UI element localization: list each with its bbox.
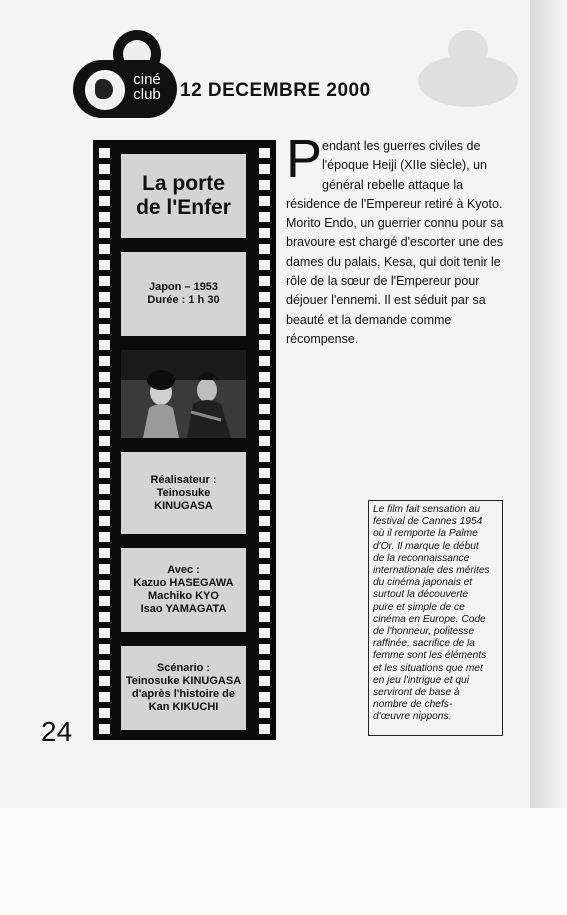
film-title-frame bbox=[121, 154, 246, 238]
cine-club-logo bbox=[73, 30, 173, 120]
director-frame bbox=[121, 452, 246, 534]
sidebar-line: serviront de base à bbox=[373, 687, 460, 699]
sidebar-note-box bbox=[368, 500, 503, 736]
film-country-year: Japon – 1953 bbox=[148, 281, 219, 293]
screenplay-line: Teinosuke KINUGASA bbox=[125, 675, 242, 687]
sprocket-hole bbox=[99, 500, 110, 510]
sprocket-hole bbox=[259, 148, 270, 158]
sprocket-hole bbox=[259, 644, 270, 654]
sprocket-hole bbox=[99, 612, 110, 622]
cast-member: Kazuo HASEGAWA bbox=[133, 577, 234, 589]
sprocket-hole bbox=[99, 724, 110, 734]
sprocket-hole bbox=[259, 212, 270, 222]
sprocket-hole bbox=[99, 324, 110, 334]
article-body bbox=[286, 137, 504, 349]
article-line: dames du palais, Kesa, qui doit tenir le bbox=[286, 254, 501, 269]
cast-member: Isao YAMAGATA bbox=[140, 603, 227, 615]
sprocket-hole bbox=[259, 628, 270, 638]
sprocket-hole bbox=[99, 228, 110, 238]
film-still-photo bbox=[121, 350, 246, 438]
director-last-name: KINUGASA bbox=[154, 499, 213, 512]
film-info-frame bbox=[121, 252, 246, 336]
sprocket-hole bbox=[99, 532, 110, 542]
article-line: rôle de la sœur de l'Empereur pour bbox=[286, 274, 480, 289]
sprocket-hole bbox=[259, 708, 270, 718]
sprocket-hole bbox=[259, 436, 270, 446]
sprocket-hole bbox=[259, 228, 270, 238]
sprocket-hole bbox=[259, 308, 270, 318]
sprocket-hole bbox=[99, 388, 110, 398]
page-number: 24 bbox=[41, 716, 73, 747]
sprocket-hole bbox=[99, 628, 110, 638]
sprocket-hole bbox=[99, 596, 110, 606]
sprocket-hole bbox=[99, 660, 110, 670]
sprocket-hole bbox=[259, 724, 270, 734]
sidebar-line: Le film fait sensation au bbox=[373, 504, 481, 515]
sprocket-hole bbox=[99, 644, 110, 654]
sprocket-hole bbox=[99, 516, 110, 526]
screenplay-line: Kan KIKUCHI bbox=[148, 701, 219, 713]
page-edge-shadow bbox=[530, 0, 567, 808]
film-duration: Durée : 1 h 30 bbox=[147, 294, 220, 306]
sprocket-hole bbox=[259, 196, 270, 206]
sprocket-hole bbox=[259, 452, 270, 462]
article-line: beauté et la demande comme bbox=[286, 312, 452, 327]
sidebar-line: raffinée, sacrifice de la bbox=[373, 638, 475, 650]
article-line: endant les guerres civiles de bbox=[322, 139, 481, 153]
sprocket-hole bbox=[99, 196, 110, 206]
sprocket-hole bbox=[259, 612, 270, 622]
sprocket-hole bbox=[259, 532, 270, 542]
sidebar-line: festival de Cannes 1954 bbox=[373, 516, 483, 528]
sprocket-hole bbox=[99, 580, 110, 590]
sidebar-line: où il remporte la Palme bbox=[373, 528, 478, 540]
article-line: résidence de l'Empereur retiré à Kyoto. bbox=[286, 196, 503, 211]
sprocket-hole bbox=[99, 276, 110, 286]
sprocket-hole bbox=[259, 372, 270, 382]
screenplay-line: d'après l'histoire de bbox=[131, 688, 236, 700]
film-strip bbox=[93, 140, 276, 740]
sprocket-hole bbox=[99, 436, 110, 446]
cast-member: Machiko KYO bbox=[148, 590, 219, 602]
sidebar-line: du cinéma japonais et bbox=[373, 577, 473, 589]
article-line: récompense. bbox=[286, 331, 359, 346]
sprocket-hole bbox=[259, 420, 270, 430]
sprocket-hole bbox=[259, 276, 270, 286]
logo-text-line2: club bbox=[133, 86, 161, 103]
sprocket-hole bbox=[259, 676, 270, 686]
article-line: déjouer l'ennemi. Il est séduit par sa bbox=[286, 293, 486, 308]
sprocket-hole bbox=[259, 324, 270, 334]
sprocket-hole bbox=[99, 692, 110, 702]
sidebar-line: et les situations que met bbox=[373, 662, 483, 674]
event-date: 12 DECEMBRE 2000 bbox=[180, 80, 371, 101]
globe-icon bbox=[85, 70, 125, 110]
director-first-name: Teinosuke bbox=[156, 486, 211, 499]
sidebar-line: cinéma en Europe. Code bbox=[373, 613, 486, 625]
sprocket-hole bbox=[259, 548, 270, 558]
scan-background bbox=[0, 808, 567, 915]
sprocket-hole bbox=[99, 372, 110, 382]
article-line: général rebelle attaque la bbox=[322, 177, 464, 192]
sprocket-hole bbox=[259, 596, 270, 606]
sprocket-hole bbox=[99, 148, 110, 158]
sprocket-hole bbox=[259, 500, 270, 510]
film-title-line2: de l'Enfer bbox=[136, 196, 231, 219]
sprocket-hole bbox=[259, 404, 270, 414]
sprocket-hole bbox=[259, 356, 270, 366]
sprocket-hole bbox=[99, 244, 110, 254]
sidebar-line: surtout la découverte bbox=[373, 589, 469, 601]
sprocket-hole bbox=[259, 580, 270, 590]
drop-cap: P bbox=[286, 129, 323, 189]
sprocket-hole bbox=[99, 180, 110, 190]
logo-text-line1: ciné bbox=[133, 71, 161, 88]
sprocket-hole bbox=[259, 340, 270, 350]
sprocket-hole bbox=[259, 564, 270, 574]
sidebar-line: femme sont les éléments bbox=[373, 650, 487, 662]
screenplay-label: Scénario : bbox=[156, 662, 211, 674]
sprocket-hole bbox=[259, 484, 270, 494]
cast-frame bbox=[121, 548, 246, 632]
sprocket-hole bbox=[259, 292, 270, 302]
sprocket-hole bbox=[99, 420, 110, 430]
cast-label: Avec : bbox=[167, 564, 200, 576]
sprocket-hole bbox=[99, 292, 110, 302]
sprocket-hole bbox=[99, 212, 110, 222]
sprocket-hole bbox=[259, 244, 270, 254]
sprocket-hole bbox=[259, 388, 270, 398]
sprocket-hole bbox=[99, 164, 110, 174]
sprocket-hole bbox=[99, 356, 110, 366]
logo-text bbox=[125, 72, 169, 102]
article-line: l'époque Heiji (XIIe siècle), un bbox=[322, 158, 487, 173]
sidebar-line: d'œuvre nippons. bbox=[373, 711, 452, 723]
article-line: bravoure est chargé d'escorter une des bbox=[286, 235, 504, 250]
sidebar-line: d'Or. Il marque le début bbox=[373, 540, 479, 552]
sidebar-line: pure et simple de ce bbox=[373, 601, 465, 613]
sprocket-hole bbox=[99, 564, 110, 574]
director-label: Réalisateur : bbox=[150, 473, 217, 486]
faded-logo-watermark bbox=[418, 30, 528, 110]
sprocket-hole bbox=[99, 676, 110, 686]
sprocket-hole bbox=[99, 468, 110, 478]
sprocket-hole bbox=[99, 548, 110, 558]
sidebar-line: nombre de chefs- bbox=[373, 699, 453, 711]
sprocket-hole bbox=[99, 484, 110, 494]
sprocket-hole bbox=[259, 660, 270, 670]
film-still-image bbox=[121, 350, 246, 438]
sprocket-hole bbox=[259, 468, 270, 478]
sprocket-hole bbox=[99, 404, 110, 414]
sprocket-hole bbox=[259, 180, 270, 190]
sprocket-hole bbox=[99, 708, 110, 718]
film-title-line1: La porte bbox=[142, 172, 225, 195]
sidebar-line: de l'honneur, politesse bbox=[373, 626, 475, 638]
sprocket-hole bbox=[99, 340, 110, 350]
screenplay-frame bbox=[121, 646, 246, 730]
sprocket-hole bbox=[99, 260, 110, 270]
sprocket-hole bbox=[99, 452, 110, 462]
sprocket-hole bbox=[259, 692, 270, 702]
sidebar-line: de la reconnaissance bbox=[373, 552, 470, 564]
sidebar-line: internationale des mérites bbox=[373, 565, 490, 577]
sprocket-hole bbox=[259, 516, 270, 526]
sprocket-hole bbox=[259, 164, 270, 174]
sprocket-hole bbox=[259, 260, 270, 270]
article-line: Morito Endo, un guerrier connu pour sa bbox=[286, 216, 504, 231]
sprocket-hole bbox=[99, 308, 110, 318]
sidebar-line: en jeu l'intrigue et qui bbox=[373, 674, 469, 686]
